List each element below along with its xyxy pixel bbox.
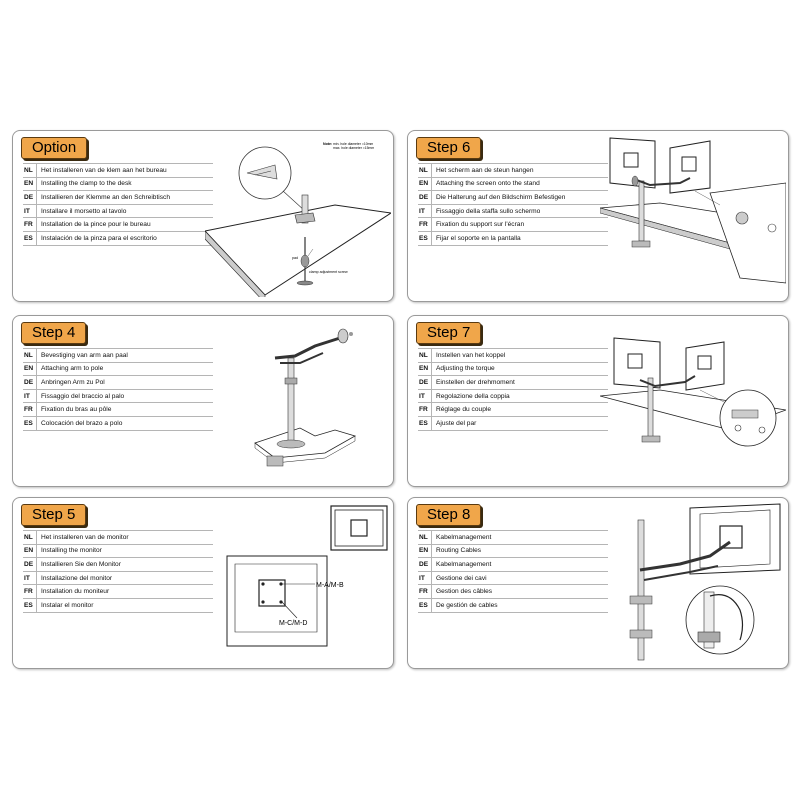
lang-text: Regolazione della coppia: [432, 389, 609, 403]
lang-text: Anbringen Arm zu Pol: [37, 376, 214, 390]
table-row: [418, 531, 608, 545]
lang-text: Einstellen der drehmoment: [432, 376, 609, 390]
table-row: [23, 191, 213, 205]
table-row: [23, 231, 213, 245]
language-table: [418, 348, 608, 431]
lang-text: Installing the monitor: [37, 544, 214, 558]
table-row: [23, 164, 213, 178]
lang-text: Réglage du couple: [432, 403, 609, 417]
table-row: [23, 403, 213, 417]
lang-text: Installare il morsetto al tavolo: [37, 204, 214, 218]
lang-code: IT: [23, 389, 37, 403]
panel-step-8: [407, 497, 789, 669]
table-row: [418, 231, 608, 245]
lang-text: Installing the clamp to the desk: [37, 177, 214, 191]
lang-text: Kabelmanagement: [432, 558, 609, 572]
lang-code: EN: [418, 362, 432, 376]
table-row: [23, 389, 213, 403]
lang-code: FR: [418, 218, 432, 232]
lang-code: ES: [23, 231, 37, 245]
lang-code: IT: [418, 571, 432, 585]
table-row: [23, 416, 213, 430]
monitor-vesa-illustration: [205, 500, 391, 664]
lang-code: EN: [418, 544, 432, 558]
table-row: [418, 389, 608, 403]
lang-text: Instalación de la pinza para el escritorio: [37, 231, 214, 245]
lang-text: Gestion des câbles: [432, 585, 609, 599]
lang-code: IT: [23, 204, 37, 218]
lang-text: Gestione dei cavi: [432, 571, 609, 585]
panel-title: Step 4: [21, 322, 86, 344]
lang-code: ES: [23, 416, 37, 430]
panel-step-5: [12, 497, 394, 669]
language-table: [23, 530, 213, 613]
lang-text: De gestión de cables: [432, 598, 609, 612]
lang-text: Installieren Sie den Monitor: [37, 558, 214, 572]
language-table: [418, 163, 608, 246]
lang-code: IT: [418, 389, 432, 403]
lang-code: NL: [418, 164, 432, 178]
table-row: [23, 598, 213, 612]
lang-text: Routing Cables: [432, 544, 609, 558]
table-row: [418, 177, 608, 191]
lang-code: EN: [23, 177, 37, 191]
clamp-desk-illustration: [205, 133, 391, 297]
lang-text: Fixation du support sur l'écran: [432, 218, 609, 232]
language-table: [23, 163, 213, 246]
panel-step-7: [407, 315, 789, 487]
panel-title: Option: [21, 137, 87, 159]
lang-code: DE: [418, 558, 432, 572]
lang-code: NL: [23, 349, 37, 363]
lang-text: Instalar el monitor: [37, 598, 214, 612]
lang-text: Installazione del monitor: [37, 571, 214, 585]
table-row: [23, 544, 213, 558]
language-table: [23, 348, 213, 431]
cable-routing-illustration: [600, 500, 786, 664]
lang-code: DE: [23, 191, 37, 205]
lang-text: Installieren der Klemme an den Schreibtisch: [37, 191, 214, 205]
table-row: [418, 362, 608, 376]
table-row: [418, 571, 608, 585]
table-row: [23, 531, 213, 545]
screw-label-mc-md: M-C/M-D: [279, 620, 308, 627]
note-min: min. hole diameter =10mm: [333, 142, 374, 146]
lang-code: FR: [23, 218, 37, 232]
table-row: [418, 376, 608, 390]
lang-code: FR: [418, 403, 432, 417]
panel-title: Step 5: [21, 504, 86, 526]
table-row: [23, 177, 213, 191]
lang-code: EN: [23, 362, 37, 376]
lang-code: NL: [418, 531, 432, 545]
lang-text: Colocación del brazo a polo: [37, 416, 214, 430]
table-row: [23, 571, 213, 585]
table-row: [23, 585, 213, 599]
lang-code: ES: [418, 231, 432, 245]
lang-text: Ajuste del par: [432, 416, 609, 430]
lang-code: NL: [418, 349, 432, 363]
lang-code: EN: [418, 177, 432, 191]
pad-label: pad: [292, 256, 298, 260]
panel-option: [12, 130, 394, 302]
lang-code: NL: [23, 164, 37, 178]
panel-title: Step 6: [416, 137, 481, 159]
lang-text: Bevestiging van arm aan paal: [37, 349, 214, 363]
panel-title: Step 8: [416, 504, 481, 526]
note-max: max. hole diameter =15mm: [333, 146, 375, 150]
table-row: [23, 349, 213, 363]
table-row: [23, 362, 213, 376]
lang-code: FR: [23, 403, 37, 417]
lang-code: NL: [23, 531, 37, 545]
lang-code: ES: [418, 598, 432, 612]
lang-text: Attaching the screen onto the stand: [432, 177, 609, 191]
lang-text: Kabelmanagement: [432, 531, 609, 545]
screw-label: clamp adjustment screw: [309, 270, 348, 274]
table-row: [418, 585, 608, 599]
table-row: [418, 544, 608, 558]
lang-text: Installation du moniteur: [37, 585, 214, 599]
lang-code: DE: [23, 376, 37, 390]
arm-to-pole-illustration: [205, 318, 391, 482]
lang-text: Het installeren van de monitor: [37, 531, 214, 545]
dual-monitor-mount-illustration: [600, 133, 786, 297]
lang-text: Die Halterung auf den Bildschirm Befestigen: [432, 191, 609, 205]
torque-adjust-illustration: [600, 318, 786, 482]
lang-code: ES: [23, 598, 37, 612]
lang-code: DE: [418, 376, 432, 390]
table-row: [418, 349, 608, 363]
lang-text: Fijar el soporte en la pantalla: [432, 231, 609, 245]
language-table: [418, 530, 608, 613]
lang-code: IT: [23, 571, 37, 585]
lang-code: ES: [418, 416, 432, 430]
lang-text: Adjusting the torque: [432, 362, 609, 376]
panel-title: Step 7: [416, 322, 481, 344]
lang-text: Instellen van het koppel: [432, 349, 609, 363]
note-title: Note:: [323, 142, 333, 146]
lang-text: Installation de la pince pour le bureau: [37, 218, 214, 232]
table-row: [23, 204, 213, 218]
table-row: [418, 598, 608, 612]
lang-text: Attaching arm to pole: [37, 362, 214, 376]
table-row: [418, 191, 608, 205]
table-row: [418, 204, 608, 218]
table-row: [418, 416, 608, 430]
lang-text: Het scherm aan de steun hangen: [432, 164, 609, 178]
panel-step-4: [12, 315, 394, 487]
table-row: [418, 164, 608, 178]
table-row: [418, 558, 608, 572]
lang-code: FR: [23, 585, 37, 599]
lang-code: FR: [418, 585, 432, 599]
table-row: [23, 376, 213, 390]
table-row: [23, 558, 213, 572]
lang-code: DE: [418, 191, 432, 205]
table-row: [23, 218, 213, 232]
lang-text: Fixation du bras au pôle: [37, 403, 214, 417]
lang-code: IT: [418, 204, 432, 218]
screw-label-ma-mb: M-A/M-B: [316, 582, 344, 589]
table-row: [418, 403, 608, 417]
lang-code: EN: [23, 544, 37, 558]
lang-text: Fissaggio della staffa sullo schermo: [432, 204, 609, 218]
lang-text: Fissaggio del braccio al palo: [37, 389, 214, 403]
lang-code: DE: [23, 558, 37, 572]
lang-text: Het installeren van de klem aan het bureau: [37, 164, 214, 178]
table-row: [418, 218, 608, 232]
panel-step-6: [407, 130, 789, 302]
